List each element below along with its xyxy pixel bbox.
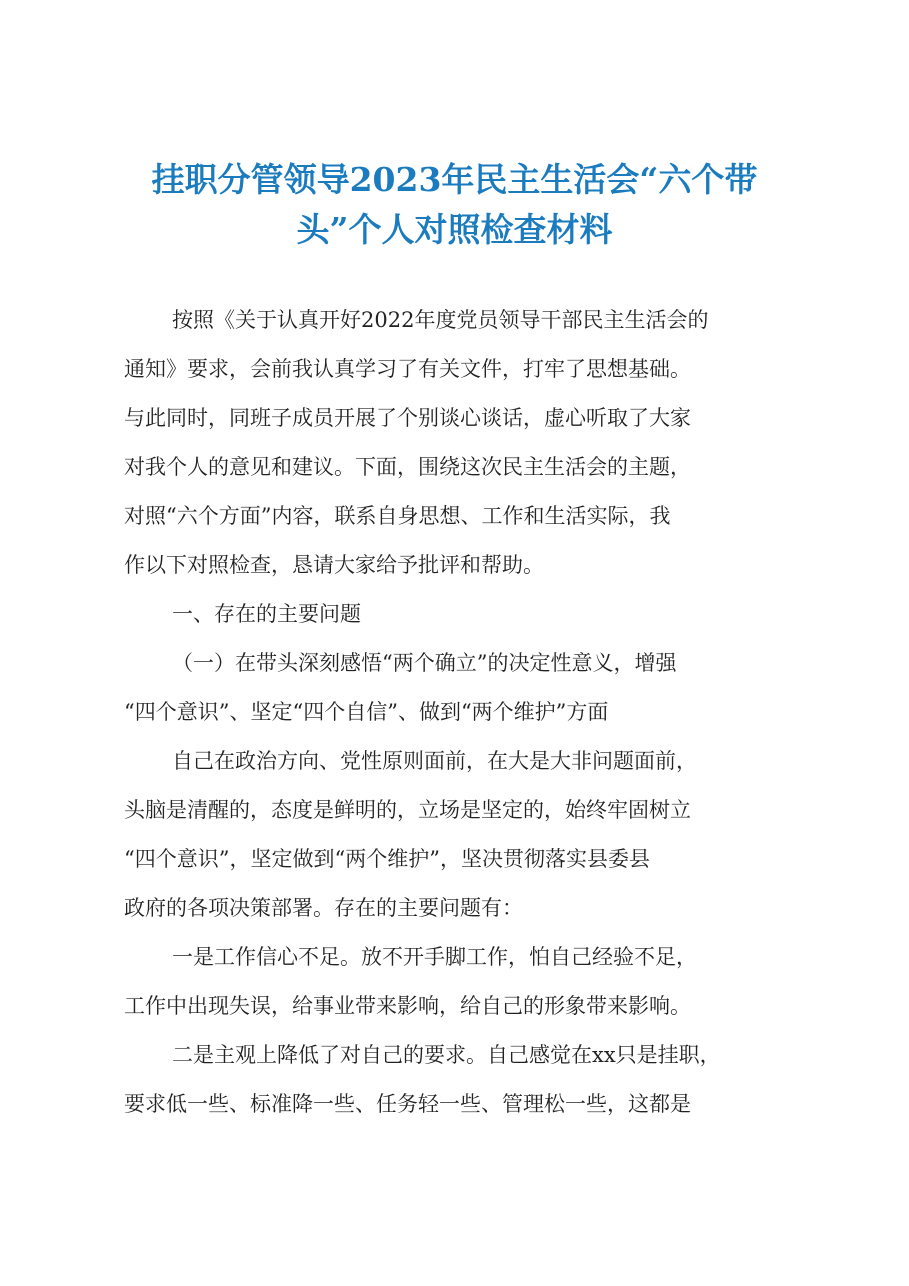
body-line: 按照《关于认真开好2022年度党员领导干部民主生活会的: [172, 308, 709, 332]
body-line: 工作中出现失误，给事业带来影响，给自己的形象带来影响。: [124, 994, 691, 1018]
body-line: 与此同时，同班子成员开展了个别谈心谈话，虚心听取了大家: [124, 406, 691, 430]
body-line: 头脑是清醒的，态度是鲜明的，立场是坚定的，始终牢固树立: [124, 798, 691, 822]
body-line: 对我个人的意见和建议。下面，围绕这次民主生活会的主题，: [124, 455, 691, 479]
document-title-line-1: 挂职分管领导2023年民主生活会“六个带: [151, 160, 758, 199]
section-heading: 一、存在的主要问题: [172, 602, 361, 626]
subsection-heading: “四个意识”、坚定“四个自信”、做到“两个维护”方面: [124, 700, 609, 724]
body-line: 二是主观上降低了对自己的要求。自己感觉在xx只是挂职，: [172, 1043, 721, 1067]
body-line: 自己在政治方向、党性原则面前，在大是大非问题面前，: [172, 749, 697, 773]
body-line: 对照“六个方面”内容，联系自身思想、工作和生活实际，我: [124, 504, 671, 528]
body-line: 通知》要求，会前我认真学习了有关文件，打牢了思想基础。: [124, 357, 691, 381]
body-line: 要求低一些、标准降一些、任务轻一些、管理松一些，这都是: [124, 1092, 691, 1116]
body-line: “四个意识”，坚定做到“两个维护”，坚决贯彻落实县委县: [124, 847, 650, 871]
body-line: 政府的各项决策部署。存在的主要问题有：: [124, 896, 523, 920]
document-title-line-2: 头”个人对照检查材料: [296, 210, 613, 249]
body-line: 一是工作信心不足。放不开手脚工作，怕自己经验不足，: [172, 945, 697, 969]
body-line: 作以下对照检查，恳请大家给予批评和帮助。: [124, 553, 544, 577]
subsection-heading: （一）在带头深刻感悟“两个确立”的决定性意义，增强: [172, 651, 677, 675]
